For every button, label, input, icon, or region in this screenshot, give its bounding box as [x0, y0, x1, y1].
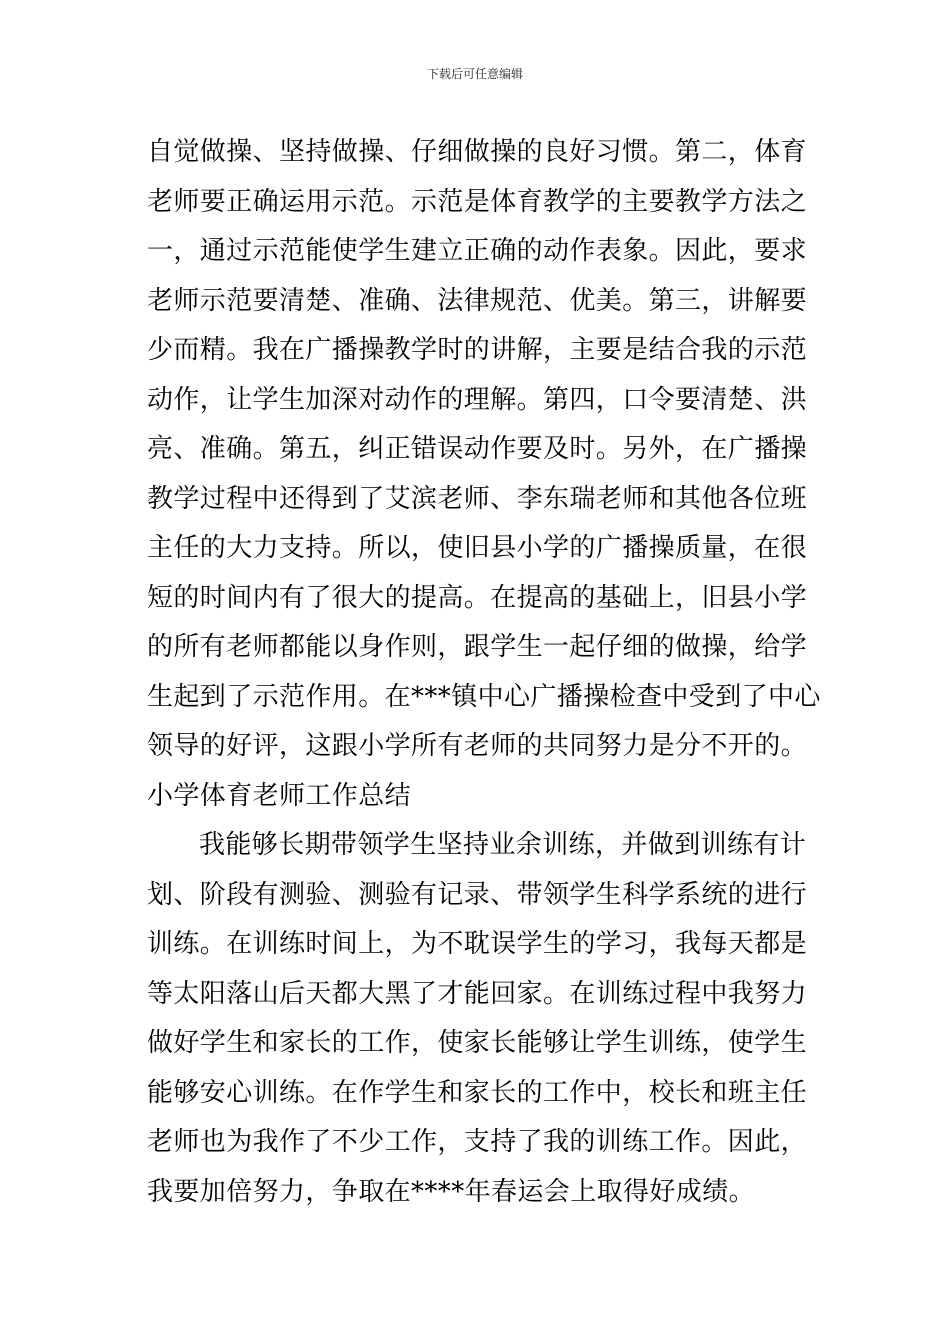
text-line: 老师要正确运用示范。示范是体育教学的主要教学方法之 — [147, 186, 808, 217]
text-line: 能够安心训练。在作学生和家长的工作中，校长和班主任 — [147, 1077, 808, 1108]
text-line: 自觉做操、坚持做操、仔细做操的良好习惯。第二，体育 — [147, 137, 808, 167]
text-line: 训练。在训练时间上，为不耽误学生的学习，我每天都是 — [147, 929, 808, 959]
text-line: 教学过程中还得到了艾滨老师、李东瑞老师和其他各位班 — [147, 483, 808, 514]
text-line: 短的时间内有了很大的提高。在提高的基础上，旧县小学 — [147, 582, 808, 613]
text-line: 一，通过示范能使学生建立正确的动作表象。因此，要求 — [147, 236, 808, 266]
text-line: 亮、准确。第五，纠正错误动作要及时。另外，在广播操 — [147, 434, 808, 464]
text-line: 主任的大力支持。所以，使旧县小学的广播操质量，在很 — [147, 533, 808, 563]
text-line: 老师也为我作了不少工作，支持了我的训练工作。因此， — [147, 1127, 808, 1157]
text-line: 等太阳落山后天都大黑了才能回家。在训练过程中我努力 — [147, 978, 808, 1009]
document-body — [147, 128, 821, 1217]
paragraph-continued — [147, 128, 821, 772]
text-line: 生起到了示范作用。在***镇中心广播操检查中受到了中心 — [147, 681, 821, 712]
text-line: 领导的好评，这跟小学所有老师的共同努力是分不开的。 — [147, 731, 808, 761]
text-line: 的所有老师都能以身作则，跟学生一起仔细的做操，给学 — [147, 632, 808, 662]
text-line: 少而精。我在广播操教学时的讲解，主要是结合我的示范 — [147, 335, 808, 365]
text-line: 我能够长期带领学生坚持业余训练，并做到训练有计 — [199, 830, 807, 860]
text-line: 老师示范要清楚、准确、法律规范、优美。第三，讲解要 — [147, 285, 808, 316]
text-line: 划、阶段有测验、测验有记录、带领学生科学系统的进行 — [147, 879, 808, 910]
section-title: 小学体育老师工作总结 — [147, 780, 412, 811]
paragraph-summary — [147, 821, 807, 1217]
text-line: 动作，让学生加深对动作的理解。第四，口令要清楚、洪 — [147, 384, 808, 415]
text-line: 做好学生和家长的工作，使家长能够让学生训练，使学生 — [147, 1028, 808, 1058]
text-line: 我要加倍努力，争取在****年春运会上取得好成绩。 — [147, 1176, 756, 1207]
page-header: 下载后可任意编辑 — [426, 67, 523, 81]
